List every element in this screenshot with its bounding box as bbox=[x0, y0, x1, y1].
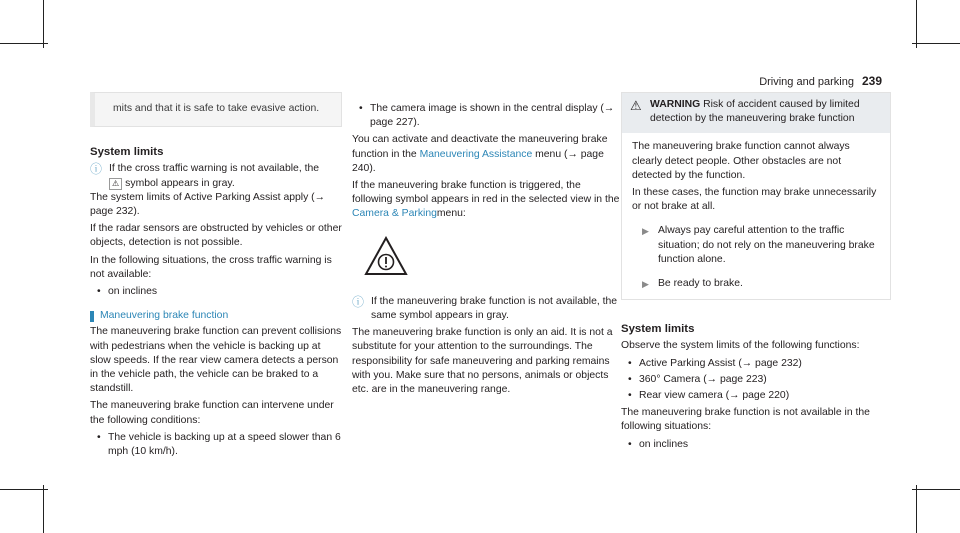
list-item: • The vehicle is backing up at a speed slower than 6 mph (10 km/h). bbox=[90, 431, 342, 459]
warning-label: WARNING bbox=[650, 99, 701, 110]
bullet-list bbox=[90, 431, 342, 459]
note-text: If the cross traffic warning is not available, the bbox=[109, 163, 320, 175]
running-header bbox=[759, 74, 882, 89]
paragraph: The maneuvering brake function is not available in the following situations: bbox=[621, 407, 870, 433]
brake-warning-svg bbox=[364, 236, 408, 276]
continued-text: mits and that it is safe to take evasive action. bbox=[113, 103, 320, 114]
crop-mark bbox=[912, 43, 960, 44]
warning-paragraph: The maneuvering brake function cannot always clearly detect people. Other obstacles are not detected by the function. bbox=[632, 141, 850, 181]
note-text-2: symbol appears in gray. bbox=[125, 177, 235, 189]
warning-box bbox=[621, 92, 891, 300]
maneuvering-assistance-link[interactable]: Maneuvering Assistance bbox=[419, 148, 533, 160]
brake-warning-icon bbox=[356, 236, 416, 281]
system-limits-heading: System limits bbox=[621, 323, 695, 336]
column-left bbox=[90, 92, 342, 462]
list-item: • 360° Camera (→ page 223) bbox=[621, 373, 891, 387]
section-title: Driving and parking bbox=[759, 76, 854, 88]
paragraph: Observe the system limits of the following functions: bbox=[621, 340, 860, 352]
warning-triangle-icon: ⚠ bbox=[630, 98, 642, 113]
arrow-icon: ▶ bbox=[642, 279, 649, 290]
crop-mark bbox=[916, 485, 917, 533]
list-item: • Rear view camera (→ page 220) bbox=[621, 389, 891, 403]
crop-mark bbox=[43, 0, 44, 48]
bullet-list bbox=[352, 102, 620, 130]
list-item: • Active Parking Assist (→ page 232) bbox=[621, 357, 891, 371]
warning-body bbox=[622, 133, 890, 299]
list-item: • on inclines bbox=[621, 438, 891, 452]
crop-mark bbox=[0, 489, 48, 490]
paragraph: If the radar sensors are obstructed by vehicles or other objects, detection is not possible. bbox=[90, 223, 342, 249]
crop-mark bbox=[916, 0, 917, 48]
list-item: • on inclines bbox=[90, 285, 342, 299]
bullet-list bbox=[621, 357, 891, 404]
bullet-list bbox=[90, 285, 342, 299]
column-middle bbox=[352, 92, 620, 400]
paragraph: In the following situations, the cross traffic warning is not available: bbox=[90, 254, 332, 280]
crop-mark bbox=[0, 43, 48, 44]
warning-title: Risk of accident caused by limited detection by the maneuvering brake function bbox=[650, 99, 860, 125]
list-item: • The camera image is shown in the central display (→ page 227). bbox=[352, 102, 620, 130]
cross-traffic-symbol-icon: ⚠ bbox=[109, 178, 122, 190]
subsection-heading: Maneuvering brake function bbox=[90, 309, 342, 323]
paragraph: The maneuvering brake function is only an aid. It is not a substitute for your attention to the surroundings. The responsibility for safe maneuvering and parking remains with you. Make sure that no persons, animals or objects etc. are in the maneuvering range. bbox=[352, 327, 613, 396]
text: menu: bbox=[436, 208, 466, 220]
crop-mark bbox=[912, 489, 960, 490]
action-step bbox=[632, 277, 882, 291]
step-text: Be ready to brake. bbox=[658, 278, 743, 290]
action-step bbox=[632, 224, 882, 267]
arrow-icon: ▶ bbox=[642, 226, 649, 237]
system-limits-heading: System limits bbox=[90, 146, 164, 159]
camera-parking-link[interactable]: Camera & Parking bbox=[352, 208, 437, 220]
note-text: If the maneuvering brake function is not available, the same symbol appears in gray. bbox=[371, 295, 618, 322]
paragraph: The system limits of Active Parking Assist apply (→ page 232). bbox=[90, 191, 326, 218]
info-note bbox=[90, 162, 342, 190]
column-right bbox=[621, 92, 891, 455]
text: You can activate and deactivate the maneuvering brake function in the bbox=[352, 134, 608, 160]
bullet-list bbox=[621, 438, 891, 452]
paragraph bbox=[352, 179, 620, 222]
text: If the maneuvering brake function is triggered, the following symbol appears in red in the selected view in the bbox=[352, 180, 620, 206]
info-note bbox=[352, 295, 620, 323]
paragraph bbox=[352, 133, 620, 176]
step-text: Always pay careful attention to the traffic situation; do not rely on the maneuvering brake function alone. bbox=[658, 225, 875, 265]
crop-mark bbox=[43, 485, 44, 533]
info-icon: ⓘ bbox=[90, 162, 103, 177]
text: menu (→ page 240). bbox=[352, 148, 604, 174]
continued-box bbox=[90, 92, 342, 127]
page-number: 239 bbox=[861, 74, 882, 88]
paragraph: The maneuvering brake function can prevent collisions with pedestrians when the vehicle is backing up at slow speeds. If the rear view camera detects a person in the vehicle path, the vehicle can be braked to a standstill. bbox=[90, 326, 342, 395]
warning-paragraph: In these cases, the function may brake unnecessarily or not brake at all. bbox=[632, 187, 877, 213]
info-icon: ⓘ bbox=[352, 294, 365, 309]
paragraph: The maneuvering brake function can intervene under the following conditions: bbox=[90, 400, 334, 426]
warning-header bbox=[622, 93, 890, 133]
